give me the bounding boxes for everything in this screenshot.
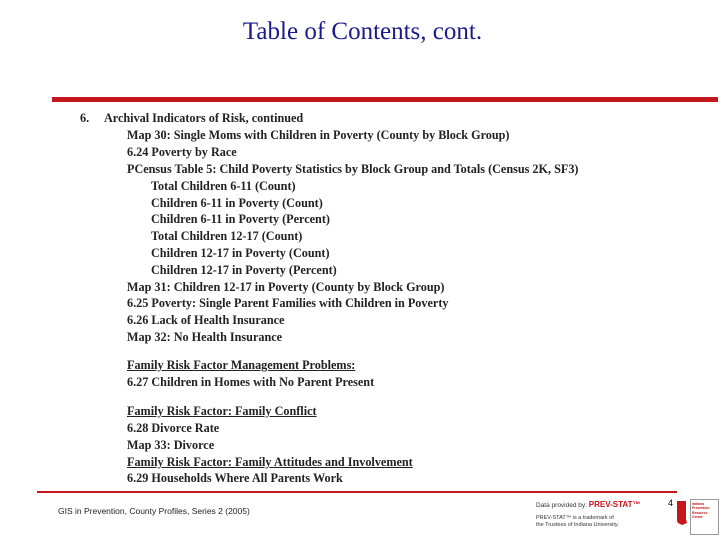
page-title: Table of Contents, cont. [242,18,483,45]
toc-item: 6.27 Children in Homes with No Parent Present [127,375,375,389]
toc-sub-item: Children 12-17 in Poverty (Count) [151,246,330,260]
toc-item: 6.26 Lack of Health Insurance [127,313,285,327]
toc-item: Map 33: Divorce [127,438,215,452]
section-heading: Archival Indicators of Risk, continued [104,111,304,125]
logo-trademark-2: the Trustees of Indiana University. [536,522,619,528]
toc-item: 6.25 Poverty: Single Parent Families with Children in Poverty [127,296,449,310]
toc-item: 6.24 Poverty by Race [127,145,237,159]
attitudes-heading: Family Risk Factor: Family Attitudes and Involvement [127,455,413,469]
section-number: 6. [80,111,90,125]
toc-item: Map 30: Single Moms with Children in Poverty (County by Block Group) [127,128,510,142]
toc-item: 6.29 Households Where All Parents Work [127,471,343,485]
toc-sub-item: Total Children 6-11 (Count) [151,179,296,193]
management-heading: Family Risk Factor Management Problems: [127,358,356,372]
toc-item: Map 32: No Health Insurance [127,330,283,344]
toc-item: 6.28 Divorce Rate [127,421,220,435]
footer-text: GIS in Prevention, County Profiles, Series 2 (2005) [58,506,250,516]
toc-sub-item: Children 6-11 in Poverty (Count) [151,196,323,210]
bottom-divider [37,491,677,493]
conflict-heading: Family Risk Factor: Family Conflict [127,404,317,418]
logo-brand: PREV-STAT™ [588,500,641,509]
indiana-state-icon [676,500,688,526]
toc-item: PCensus Table 5: Child Poverty Statistics by Block Group and Totals (Census 2K, SF3) [127,162,579,176]
logo-data-provided: Data provided by: PREV-STAT™ [536,500,641,509]
toc-item: Map 31: Children 12-17 in Poverty (County by Block Group) [127,280,445,294]
iprc-logo [690,499,719,535]
toc-sub-item: Children 12-17 in Poverty (Percent) [151,263,337,277]
page-number: 4 [668,498,674,508]
toc-sub-item: Children 6-11 in Poverty (Percent) [151,212,330,226]
top-divider [52,97,718,102]
toc-sub-item: Total Children 12-17 (Count) [151,229,303,243]
logo-trademark-1: PREV-STAT™ is a trademark of [536,515,614,521]
iprc-logo-text: Indiana Prevention Resource Center [692,502,710,519]
